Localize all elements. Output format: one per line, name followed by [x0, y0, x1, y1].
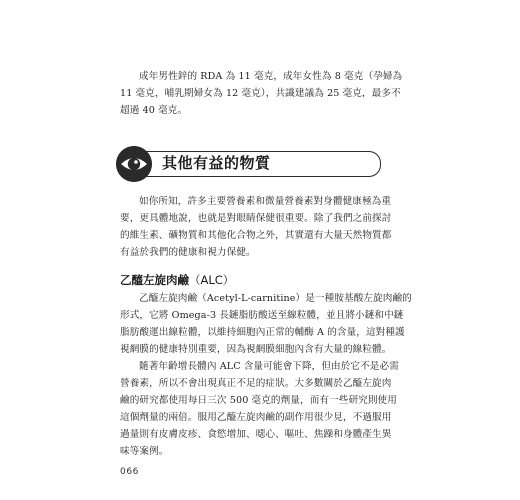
alc-paragraph-2 — [120, 358, 399, 460]
section-banner — [116, 150, 382, 178]
text-line: 這個劑量的兩倍。服用乙醯左旋肉鹼的副作用很少見，不過服用 — [120, 412, 392, 423]
text-line: 乙醯左旋肉鹼（Acetyl-L-carnitine）是一種胺基酸左旋肉鹼的 — [139, 293, 412, 304]
text-line: 形式，它將 Omega-3 長鏈脂肪酸送至線粒體，並且將小鏈和中鏈 — [120, 310, 404, 321]
text-line: 成年男性鋅的 RDA 為 11 毫克，成年女性為 8 毫克（孕婦為 — [139, 71, 403, 82]
text-line: 營養素，所以不會出現真正不足的症狀。大多數關於乙醯左旋肉 — [120, 378, 392, 389]
subsection-heading — [120, 272, 234, 288]
alc-paragraph-1 — [120, 290, 412, 358]
text-line: 的維生素、礦物質和其他化合物之外，其實還有大量天然物質都 — [120, 230, 392, 241]
intro-paragraph — [120, 68, 403, 119]
text-line: 味等案例。 — [120, 446, 169, 457]
section-title: 其他有益的物質 — [162, 154, 271, 172]
text-line: 超過 40 毫克。 — [120, 105, 188, 116]
subsection-heading-abbrev: （ALC） — [189, 273, 235, 287]
text-line: 要，更具體地說，也就是對眼睛保健很重要。除了我們之前探討 — [120, 213, 392, 224]
text-line: 鹼的研究都使用每日三次 500 毫克的劑量，而有一些研究則使用 — [120, 395, 397, 406]
text-line: 有益於我們的健康和視力保健。 — [120, 247, 256, 258]
text-line: 過量則有皮膚皮疹、食慾增加、噁心、嘔吐、焦躁和身體產生異 — [120, 429, 392, 440]
section-paragraph — [120, 193, 395, 261]
text-line: 視網膜的健康特別重要，因為視網膜細胞內含有大量的線粒體。 — [120, 344, 392, 355]
eye-icon — [116, 146, 152, 182]
subsection-heading-main: 乙醯左旋肉鹼 — [120, 273, 189, 287]
page-number: 066 — [120, 467, 139, 477]
text-line: 隨著年齡增長體內 ALC 含量可能會下降，但由於它不是必需 — [139, 361, 399, 372]
text-line: 如你所知，許多主要營養素和微量營養素對身體健康極為重 — [139, 196, 392, 207]
text-line: 脂肪酸運出線粒體，以維持細胞內正常的輔酶 A 的含量，這對種護 — [120, 327, 405, 338]
text-line: 11 毫克，哺乳期婦女為 12 毫克），共識建議為 25 毫克，最多不 — [120, 88, 401, 99]
